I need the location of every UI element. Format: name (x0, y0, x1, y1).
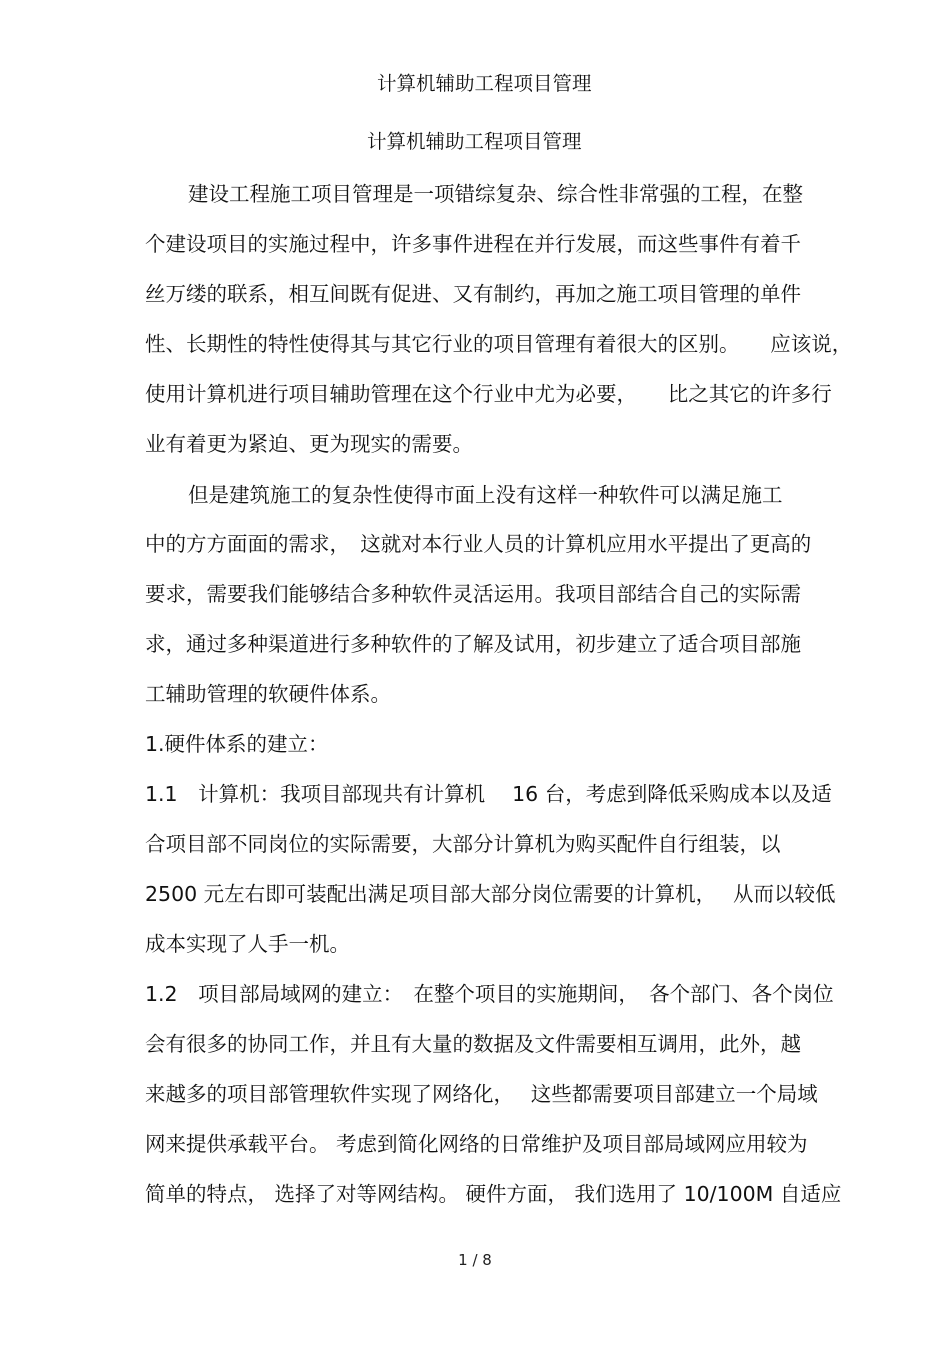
header-title: 计算机辅助工程项目管理 (377, 72, 592, 95)
paragraph-line: 业有着更为紧迫、更为现实的需要。 (145, 432, 473, 456)
paragraph-line: 1.2 项目部局域网的建立： 在整个项目的实施期间， 各个部门、各个岗位 (145, 982, 834, 1006)
paragraph-line: 1.1 计算机：我项目部现共有计算机 16 台，考虑到降低采购成本以及适 (145, 782, 832, 806)
paragraph-line: 简单的特点， 选择了对等网结构。 硬件方面， 我们选用了 10/100M 自适应 (145, 1182, 842, 1206)
page-number: 1 / 8 (458, 1251, 492, 1269)
paragraph-line: 但是建筑施工的复杂性使得市面上没有这样一种软件可以满足施工 (188, 483, 783, 507)
document-title: 计算机辅助工程项目管理 (367, 130, 582, 153)
paragraph-line: 要求，需要我们能够结合多种软件灵活运用。我项目部结合自己的实际需 (145, 582, 801, 606)
paragraph-line: 合项目部不同岗位的实际需要，大部分计算机为购买配件自行组装，以 (145, 832, 781, 856)
paragraph-line: 成本实现了人手一机。 (145, 932, 350, 956)
paragraph-line: 网来提供承载平台。 考虑到简化网络的日常维护及项目部局域网应用较为 (145, 1132, 808, 1156)
paragraph-line: 工辅助管理的软硬件体系。 (145, 682, 391, 706)
section-heading: 1.硬件体系的建立： (145, 732, 329, 756)
paragraph-line: 会有很多的协同工作，并且有大量的数据及文件需要相互调用，此外，越 (145, 1032, 801, 1056)
paragraph-line: 求，通过多种渠道进行多种软件的了解及试用，初步建立了适合项目部施 (145, 632, 801, 656)
paragraph-line: 中的方方面面的需求， 这就对本行业人员的计算机应用水平提出了更高的 (145, 532, 812, 556)
paragraph-line: 使用计算机进行项目辅助管理在这个行业中尤为必要， 比之其它的许多行 (145, 382, 832, 406)
paragraph-line: 2500 元左右即可装配出满足项目部大部分岗位需要的计算机， 从而以较低 (145, 882, 836, 906)
paragraph-line: 来越多的项目部管理软件实现了网络化， 这些都需要项目部建立一个局域 (145, 1082, 818, 1106)
paragraph-line: 丝万缕的联系，相互间既有促进、又有制约，再加之施工项目管理的单件 (145, 282, 801, 306)
paragraph-line: 建设工程施工项目管理是一项错综复杂、综合性非常强的工程，在整 (188, 182, 803, 206)
paragraph-line: 个建设项目的实施过程中，许多事件进程在并行发展，而这些事件有着千 (145, 232, 801, 256)
paragraph-line: 性、长期性的特性使得其与其它行业的项目管理有着很大的区别。 应该说， (145, 332, 853, 356)
